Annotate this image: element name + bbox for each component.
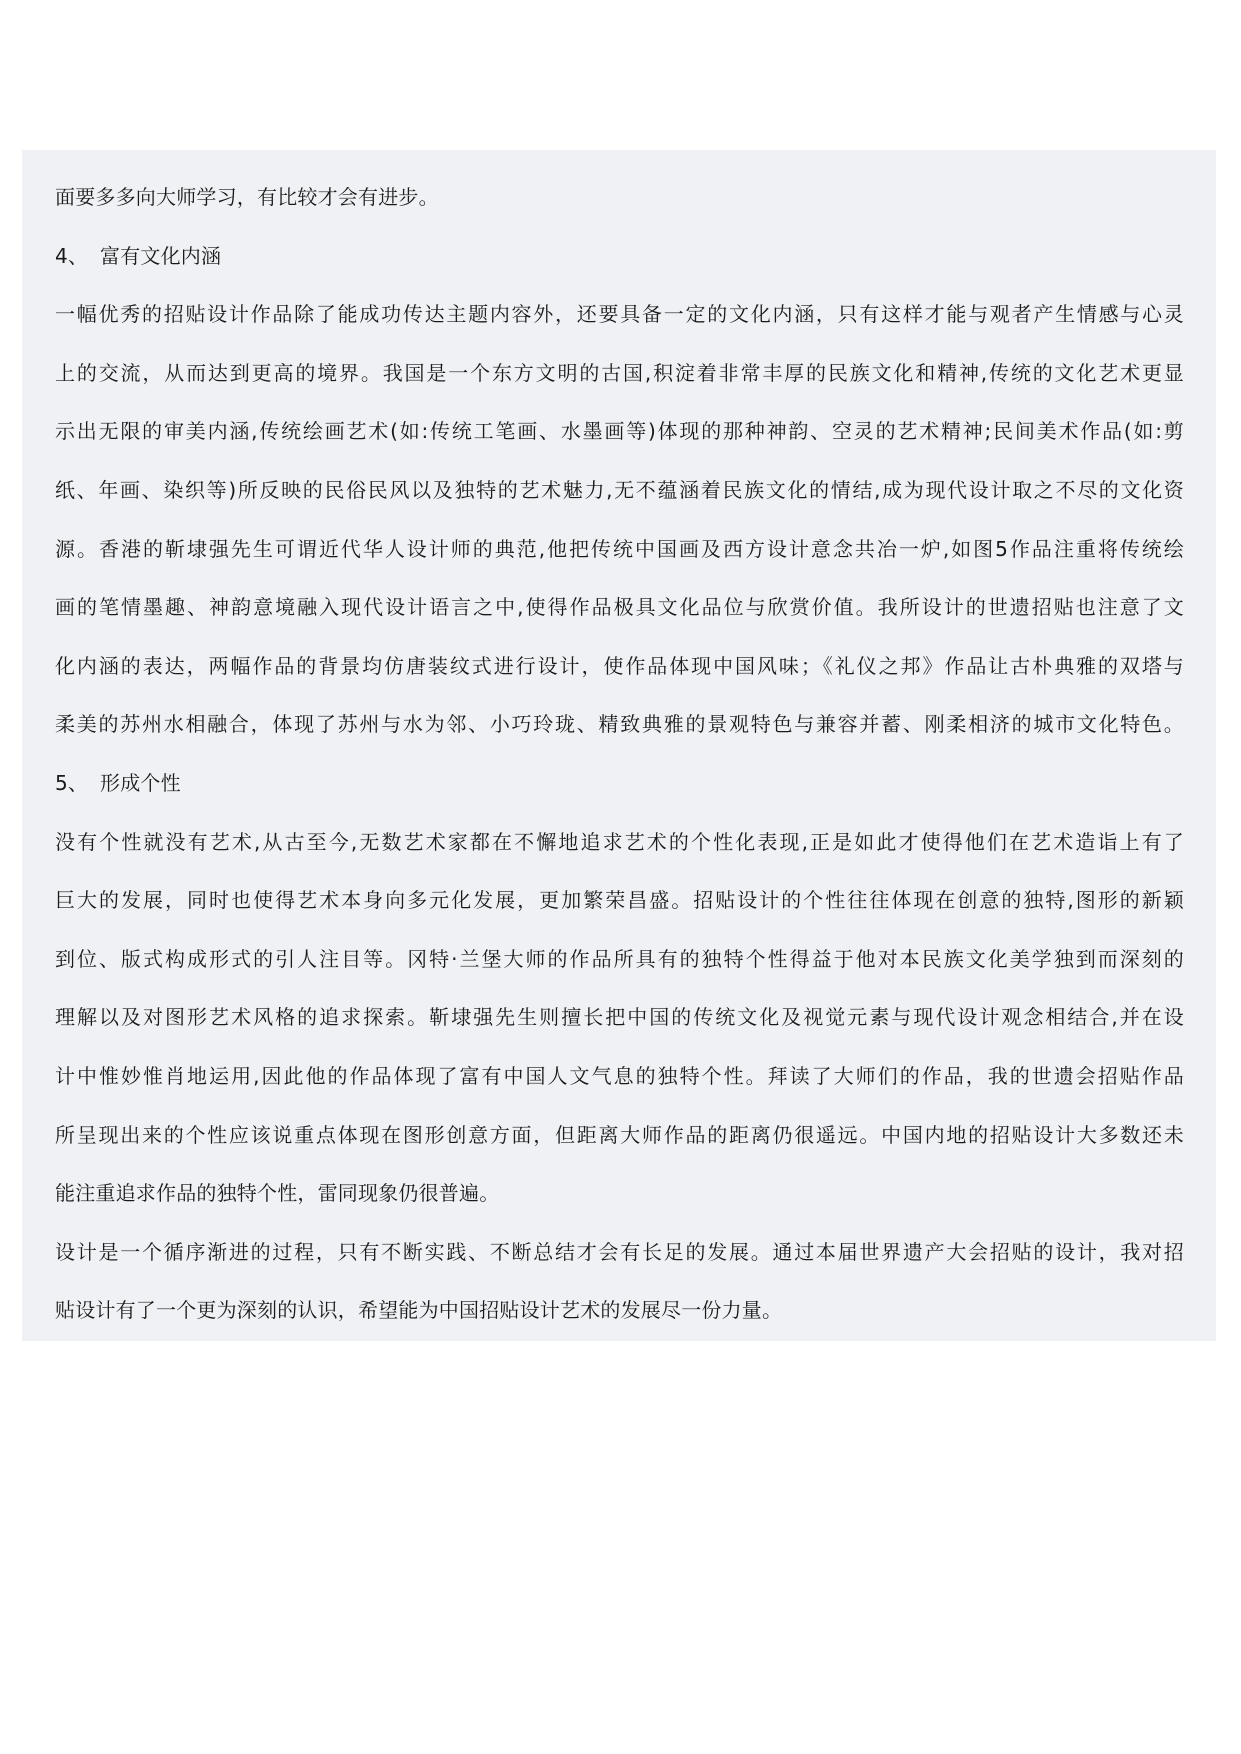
text-line: 计中惟妙惟肖地运用,因此他的作品体现了富有中国人文气息的独特个性。拜读了大师们的作品，我的世遗会招贴作品 xyxy=(55,1063,1184,1088)
text-line: 一幅优秀的招贴设计作品除了能成功传达主题内容外，还要具备一定的文化内涵，只有这样才能与观者产生情感与心灵 xyxy=(55,302,1184,327)
text-line: 纸、年画、染织等)所反映的民俗民风以及独特的艺术魅力,无不蕴涵着民族文化的情结,成为现代设计取之不尽的文化资 xyxy=(55,477,1184,502)
text-line: 化内涵的表达，两幅作品的背景均仿唐装纹式进行设计，使作品体现中国风味；《礼仪之邦》作品让古朴典雅的双塔与 xyxy=(55,653,1184,678)
section-number: 5、 xyxy=(55,770,89,795)
text-line: 柔美的苏州水相融合，体现了苏州与水为邻、小巧玲珑、精致典雅的景观特色与兼容并蓄、刚柔相济的城市文化特色。 xyxy=(55,712,1184,737)
text-line: 示出无限的审美内涵,传统绘画艺术(如:传统工笔画、水墨画等)体现的那种神韵、空灵的艺术精神;民间美术作品(如:剪 xyxy=(55,419,1184,444)
text-line: 设计是一个循序渐进的过程，只有不断实践、不断总结才会有长足的发展。通过本届世界遗产大会招贴的设计，我对招 xyxy=(55,1239,1184,1264)
text-line: 所呈现出来的个性应该说重点体现在图形创意方面，但距离大师作品的距离仍很遥远。中国内地的招贴设计大多数还未 xyxy=(55,1122,1184,1147)
section-number: 4、 xyxy=(55,243,89,268)
section-heading xyxy=(55,227,1184,286)
section-title: 形成个性 xyxy=(100,770,181,795)
document-page xyxy=(22,150,1216,1341)
text-line: 能注重追求作品的独特个性，雷同现象仍很普遍。 xyxy=(55,1181,500,1206)
section-title: 富有文化内涵 xyxy=(100,243,222,268)
text-line: 到位、版式构成形式的引人注目等。冈特·兰堡大师的作品所具有的独特个性得益于他对本民族文化美学独到而深刻的 xyxy=(55,946,1184,971)
text-line: 上的交流，从而达到更高的境界。我国是一个东方文明的古国,积淀着非常丰厚的民族文化和精神,传统的文化艺术更显 xyxy=(55,360,1184,385)
text-line: 面要多多向大师学习，有比较才会有进步。 xyxy=(55,185,439,209)
text-line: 源。香港的靳埭强先生可谓近代华人设计师的典范,他把传统中国画及西方设计意念共冶一炉,如图5作品注重将传统绘 xyxy=(55,536,1184,561)
text-line: 没有个性就没有艺术,从古至今,无数艺术家都在不懈地追求艺术的个性化表现,正是如此才使得他们在艺术造诣上有了 xyxy=(55,829,1184,854)
document-body xyxy=(55,168,1184,1340)
text-line: 贴设计有了一个更为深刻的认识，希望能为中国招贴设计艺术的发展尽一份力量。 xyxy=(55,1298,783,1323)
section-heading xyxy=(55,754,1184,813)
text-line: 画的笔情墨趣、神韵意境融入现代设计语言之中,使得作品极具文化品位与欣赏价值。我所设计的世遗招贴也注意了文 xyxy=(55,595,1184,620)
text-line: 巨大的发展，同时也使得艺术本身向多元化发展，更加繁荣昌盛。招贴设计的个性往往体现在创意的独特,图形的新颖 xyxy=(55,888,1184,913)
text-line: 理解以及对图形艺术风格的追求探索。靳埭强先生则擅长把中国的传统文化及视觉元素与现代设计观念相结合,并在设 xyxy=(55,1005,1184,1030)
